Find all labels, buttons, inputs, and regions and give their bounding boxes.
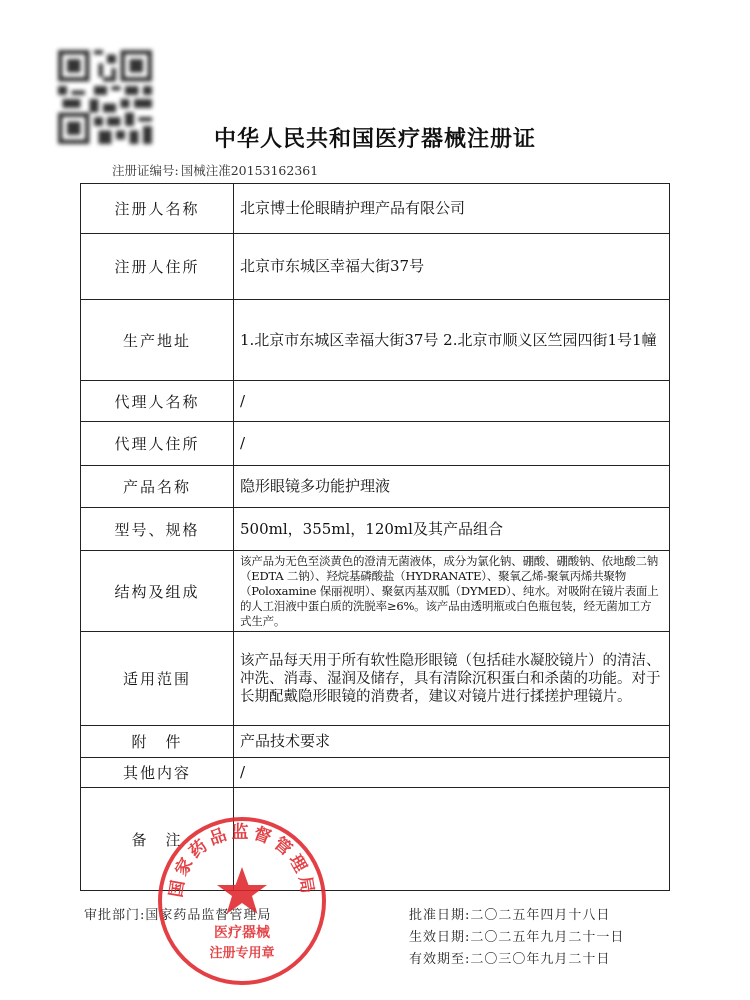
table-row [81,422,670,466]
approval-department-value: 国家药品监督管理局 [145,908,272,923]
expiry-date [409,948,610,967]
table-row [81,551,670,632]
seal-star-icon [217,867,267,914]
effective-date [409,926,624,945]
table-row [81,184,670,234]
row-value: / [234,422,670,466]
table-row [81,466,670,508]
row-key: 注册人住所 [81,234,234,300]
table-row [81,758,670,788]
row-key: 注册人名称 [81,184,234,234]
row-key: 结构及组成 [81,551,234,632]
certificate-number [112,161,318,179]
approval-department-label: 审批部门: [84,908,146,923]
row-key: 其他内容 [81,758,234,788]
seal-line-1: 医疗器械 [214,925,270,941]
row-value: 产品技术要求 [234,726,670,758]
row-key: 代理人住所 [81,422,234,466]
row-key: 备 注 [81,788,234,891]
table-row [81,632,670,726]
table-row [81,726,670,758]
row-value: 北京市东城区幸福大街37号 [234,234,670,300]
row-key: 适用范围 [81,632,234,726]
effective-date-label: 生效日期: [409,930,471,945]
table-row [81,508,670,551]
effective-date-value: 二〇二五年九月二十一日 [470,930,625,945]
seal-line-2: 注册专用章 [209,946,275,961]
table-row [81,300,670,381]
expiry-date-value: 二〇三〇年九月二十日 [470,952,611,967]
row-value: 该产品每天用于所有软性隐形眼镜（包括硅水凝胶镜片）的清洁、冲洗、消毒、湿润及储存，具有清除沉积蛋白和杀菌的功能。对于长期配戴隐形眼镜的消费者，建议对镜片进行揉搓护理镜片。 [234,632,670,726]
expiry-date-label: 有效期至: [409,952,471,967]
table-row [81,381,670,422]
row-value: 隐形眼镜多功能护理液 [234,466,670,508]
certificate-number-value: 国械注准20153162361 [180,163,319,178]
row-key: 附 件 [81,726,234,758]
approval-date [409,904,610,923]
row-value: / [234,758,670,788]
certificate-number-label: 注册证编号: [112,163,179,178]
row-value: 1.北京市东城区幸福大街37号 2.北京市顺义区竺园四街1号1幢 [234,300,670,381]
official-seal-icon [156,815,328,987]
seal-outer-text: 国家药品监督管理局 [166,822,318,899]
table-row [81,234,670,300]
row-value: 北京博士伦眼睛护理产品有限公司 [234,184,670,234]
row-value: 该产品为无色至淡黄色的澄清无菌液体，成分为氯化钠、硼酸、硼酸钠、依地酸二钠（EDTA 二钠）、羟烷基磷酸盐（HYDRANATE）、聚氧乙烯-聚氧丙烯共聚物（Poloxamine 保丽视明）、聚氨丙基双胍（DYMED）、纯水。对吸附在镜片表面上的人工泪液中蛋白质的洗脱率≥6%。该产品由透明瓶或白色瓶包装，经无菌加工方式生产。 [234,551,670,632]
row-key: 型号、规格 [81,508,234,551]
row-key: 代理人名称 [81,381,234,422]
row-key: 产品名称 [81,466,234,508]
row-value: / [234,381,670,422]
registration-table [80,183,670,891]
row-key: 生产地址 [81,300,234,381]
row-value: 500ml，355ml，120ml及其产品组合 [234,508,670,551]
page-title: 中华人民共和国医疗器械注册证 [213,127,536,152]
approval-date-value: 二〇二五年四月十八日 [470,908,611,923]
approval-date-label: 批准日期: [409,908,471,923]
